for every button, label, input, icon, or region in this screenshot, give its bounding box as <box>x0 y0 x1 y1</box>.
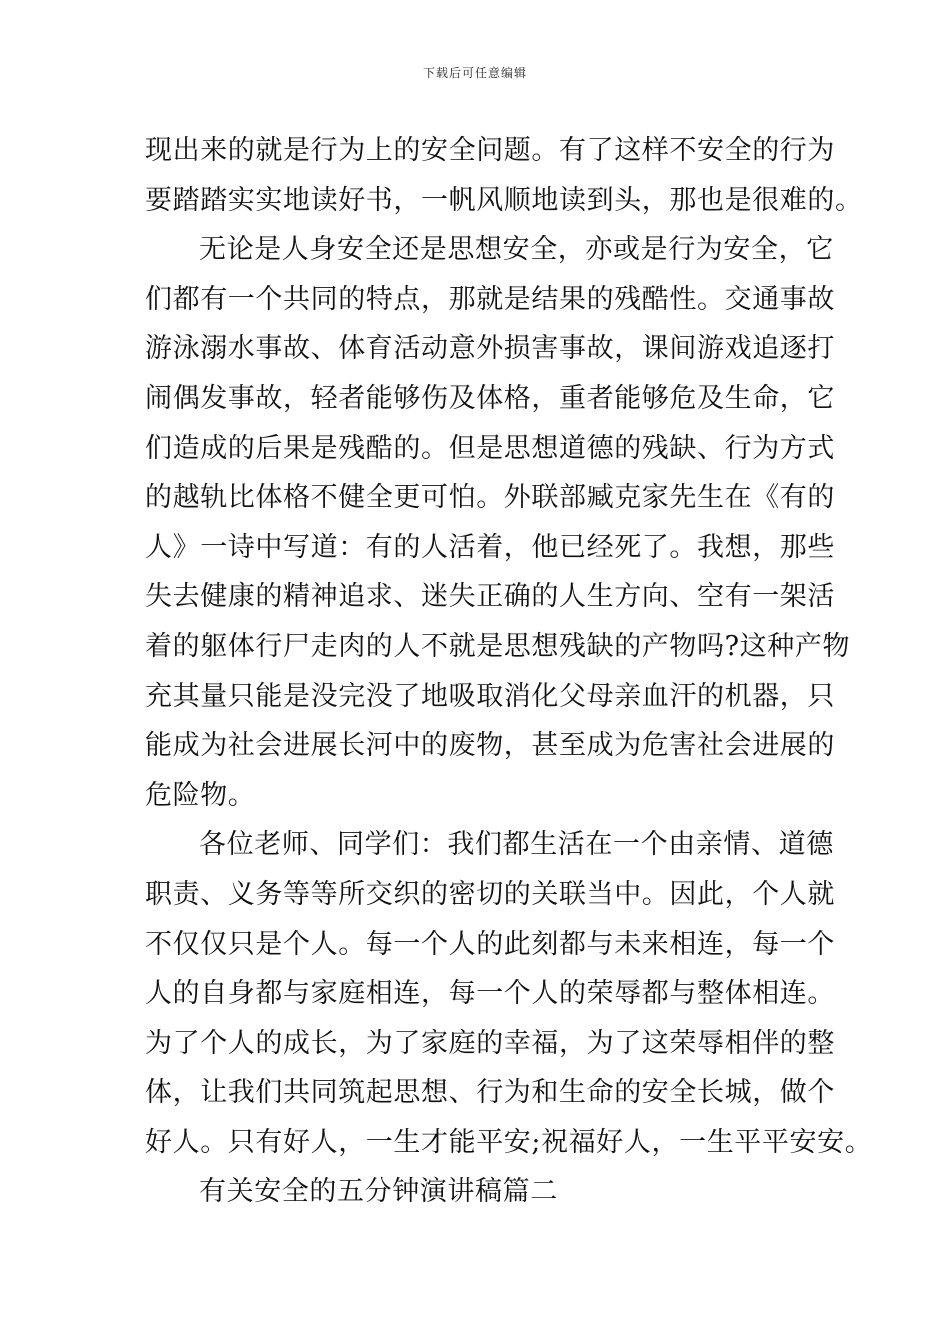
text-line: 危险物。 <box>145 779 256 811</box>
text-line: 充其量只能是没完没了地吸取消化父母亲血汗的机器，只 <box>145 680 835 712</box>
text-line: 为了个人的成长，为了家庭的幸福，为了这荣辱相伴的整 <box>145 1027 835 1059</box>
text-line: 不仅仅只是个人。每一个人的此刻都与未来相连，每一个 <box>145 928 835 960</box>
text-line: 着的躯体行尸走肉的人不就是思想残缺的产物吗?这种产物 <box>145 630 851 662</box>
section-heading: 有关安全的五分钟演讲稿篇二 <box>199 1176 558 1208</box>
text-line: 失去健康的精神追求、迷失正确的人生方向、空有一架活 <box>145 581 835 613</box>
text-line: 人的自身都与家庭相连，每一个人的荣辱都与整体相连。 <box>145 978 835 1010</box>
text-line: 现出来的就是行为上的安全问题。有了这样不安全的行为 <box>145 135 835 166</box>
text-line: 们造成的后果是残酷的。但是思想道德的残缺、行为方式 <box>145 432 835 464</box>
text-line: 的越轨比体格不健全更可怕。外联部臧克家先生在《有的 <box>145 482 835 514</box>
text-line: 人》一诗中写道：有的人活着，他已经死了。我想，那些 <box>145 531 835 563</box>
text-line: 们都有一个共同的特点，那就是结果的残酷性。交通事故 <box>145 283 835 315</box>
text-line: 无论是人身安全还是思想安全，亦或是行为安全，它 <box>199 234 834 266</box>
text-line: 闹偶发事故，轻者能够伤及体格，重者能够危及生命，它 <box>145 382 835 414</box>
text-line: 职责、义务等等所交织的密切的关联当中。因此，个人就 <box>145 878 835 910</box>
text-line: 游泳溺水事故、体育活动意外损害事故，课间游戏追逐打 <box>145 333 835 365</box>
text-line: 体，让我们共同筑起思想、行为和生命的安全长城，做个 <box>145 1077 835 1109</box>
document-body <box>145 126 873 1217</box>
text-line: 要踏踏实实地读好书，一帆风顺地读到头，那也是很难的。 <box>145 184 863 216</box>
text-line: 能成为社会进展长河中的废物，甚至成为危害社会进展的 <box>145 730 835 762</box>
text-line: 各位老师、同学们：我们都生活在一个由亲情、道德 <box>199 829 834 861</box>
text-line: 好人。只有好人，一生才能平安;祝福好人，一生平平安安。 <box>145 1126 873 1158</box>
header-note: 下载后可任意编辑 <box>422 66 527 80</box>
